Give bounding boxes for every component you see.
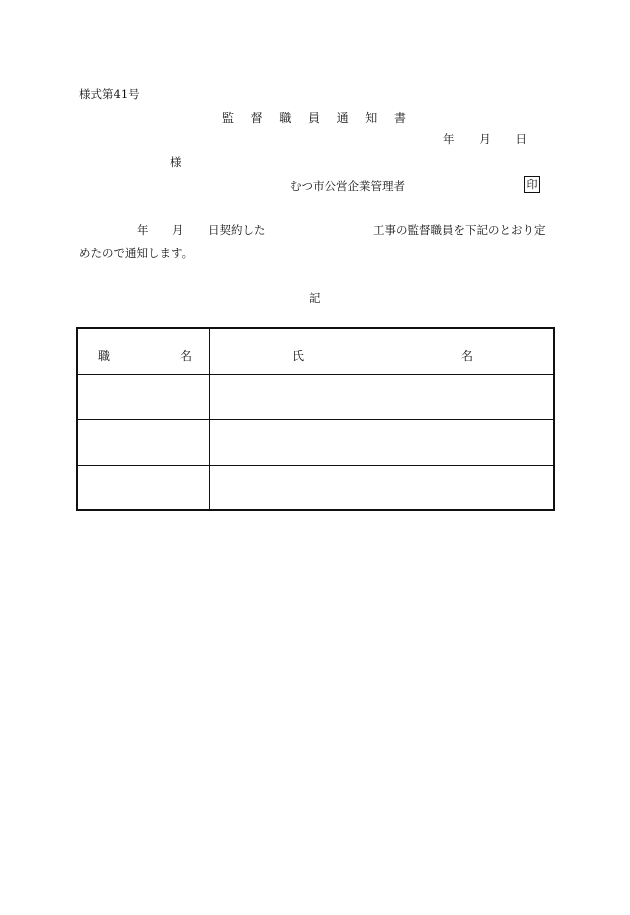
- header-position-char-1: 職: [98, 349, 111, 363]
- document-title: [222, 109, 406, 126]
- addressee-suffix: 様: [170, 155, 182, 169]
- title-char: 員: [307, 111, 320, 125]
- body-main-text: 工事の監督職員を下記のとおり定: [373, 223, 546, 237]
- date-year-label: 年: [443, 132, 455, 146]
- issue-date: [443, 131, 527, 147]
- title-char: 通: [336, 111, 349, 125]
- title-char: 督: [250, 111, 263, 125]
- table-header-row: [78, 329, 553, 374]
- date-day-label: 日: [515, 132, 527, 146]
- header-name-char-2: 名: [461, 349, 474, 363]
- table-row: [78, 375, 553, 419]
- title-char: 監: [222, 111, 235, 125]
- body-contract-text: 日契約した: [208, 223, 266, 237]
- header-position-char-2: 名: [180, 349, 193, 363]
- table-row: [78, 466, 553, 511]
- issuer-name: むつ市公営企業管理者: [290, 179, 405, 193]
- title-char: 知: [365, 111, 378, 125]
- body-month-label: 月: [172, 223, 184, 237]
- body-year-label: 年: [137, 223, 149, 237]
- date-month-label: 月: [479, 132, 491, 146]
- staff-table: [76, 327, 555, 511]
- form-number: 様式第41号: [79, 87, 140, 101]
- title-char: 職: [279, 111, 292, 125]
- title-char: 書: [393, 111, 406, 125]
- ki-heading: 記: [309, 291, 321, 305]
- body-line-2: めたので通知します。: [79, 246, 194, 260]
- body-line-1: [79, 222, 551, 238]
- seal-mark: 印: [524, 176, 540, 193]
- table-row: [78, 420, 553, 465]
- header-name-char-1: 氏: [292, 349, 305, 363]
